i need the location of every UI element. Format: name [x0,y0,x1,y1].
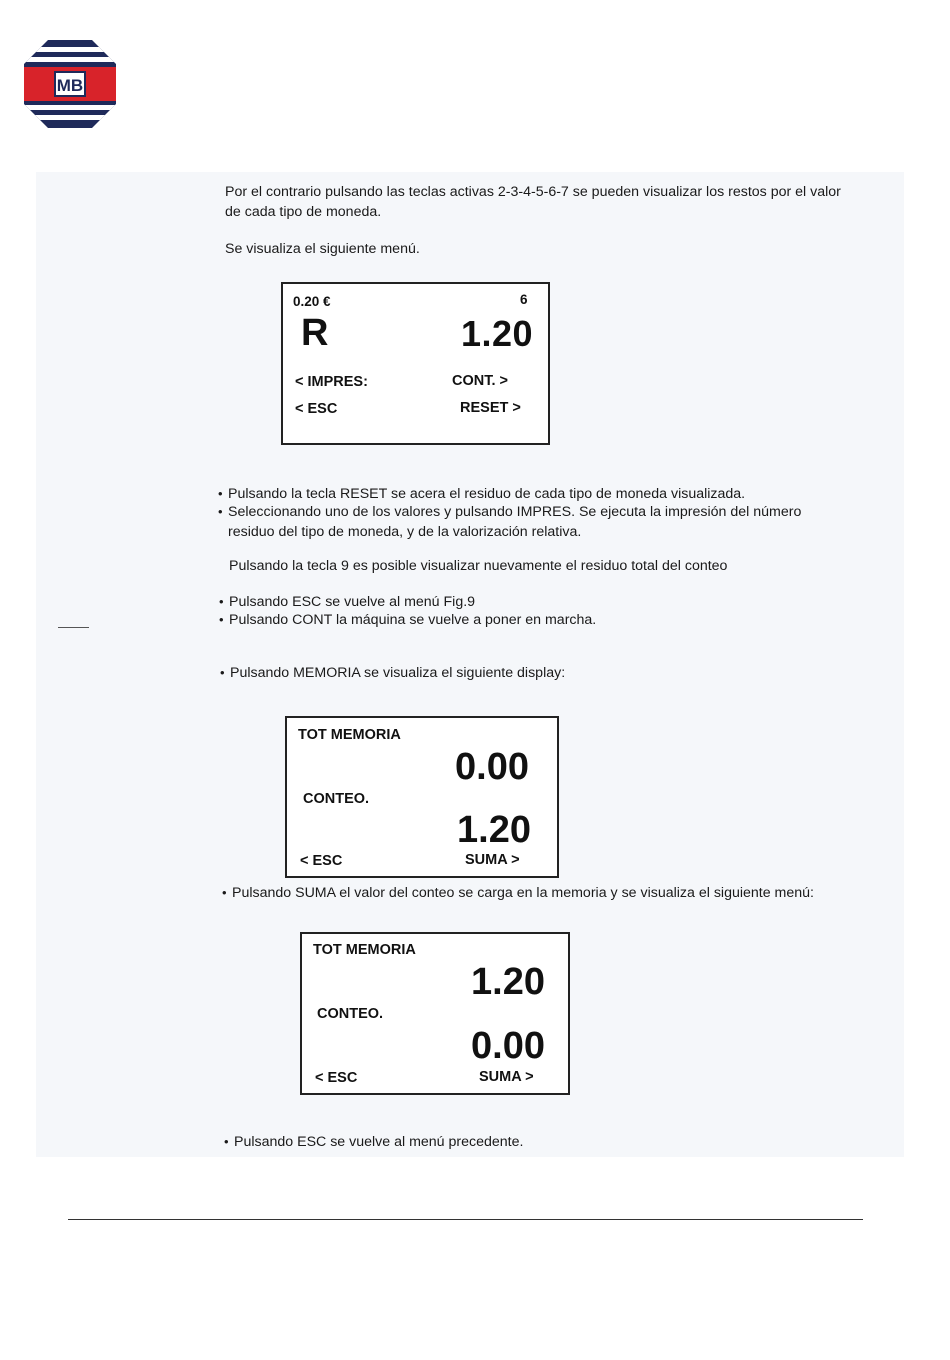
bullet-esc-fig9: • Pulsando ESC se vuelve al menú Fig.9 [229,592,475,612]
display-coin-value: 0.20 € [293,294,331,309]
intro-paragraph: Por el contrario pulsando las teclas activas 2-3-4-5-6-7 se pueden visualizar los restos por el valor de cada tipo de moneda. [225,184,841,220]
bullet-impres: • Seleccionando uno de los valores y pulsando IMPRES. Se ejecuta la impresión del número residuo del tipo de moneda, y de la valorización relativa. [228,502,850,542]
bullet-reset: • Pulsando la tecla RESET se acera el residuo de cada tipo de moneda visualizada. [228,484,848,504]
side-mark [58,627,89,628]
logo-text: MB [56,76,84,95]
display-memoria-after-suma [300,932,570,1095]
bullet-esc-precedente: • Pulsando ESC se vuelve al menú precedente. [234,1132,523,1152]
footer-rule [68,1219,863,1220]
display-residue-value: 1.20 [461,313,534,354]
cont-softkey: CONT. > [452,373,508,389]
display-restos [281,282,550,445]
bullet-cont: • Pulsando CONT la máquina se vuelve a poner en marcha. [229,610,596,630]
mb-logo [22,38,118,130]
display-mode: R [301,312,329,354]
display-title: TOT MEMORIA [298,727,401,743]
display-coin-count: 6 [520,292,528,307]
suma-softkey: SUMA > [479,1069,534,1085]
suma-softkey: SUMA > [465,852,520,868]
memory-total-value: 0.00 [455,746,529,788]
impres-softkey: < IMPRES: [295,374,368,390]
bullet-suma: • Pulsando SUMA el valor del conteo se carga en la memoria y se visualiza el siguiente menú: [232,883,852,903]
intro-menu-line: Se visualiza el siguiente menú. [225,241,420,257]
esc-softkey: < ESC [300,853,343,869]
count-value: 1.20 [457,809,531,851]
count-value: 0.00 [471,1025,545,1067]
bullet-memoria: • Pulsando MEMORIA se visualiza el siguiente display: [230,663,565,683]
memory-total-value: 1.20 [471,961,545,1003]
note-key-9: Pulsando la tecla 9 es posible visualizar nuevamente el residuo total del conteo [229,558,728,574]
esc-softkey: < ESC [295,401,338,417]
count-label: CONTEO. [317,1006,384,1022]
count-label: CONTEO. [303,791,370,807]
esc-softkey: < ESC [315,1070,358,1086]
display-title: TOT MEMORIA [313,942,416,958]
display-memoria [285,716,559,878]
reset-softkey: RESET > [460,400,521,416]
